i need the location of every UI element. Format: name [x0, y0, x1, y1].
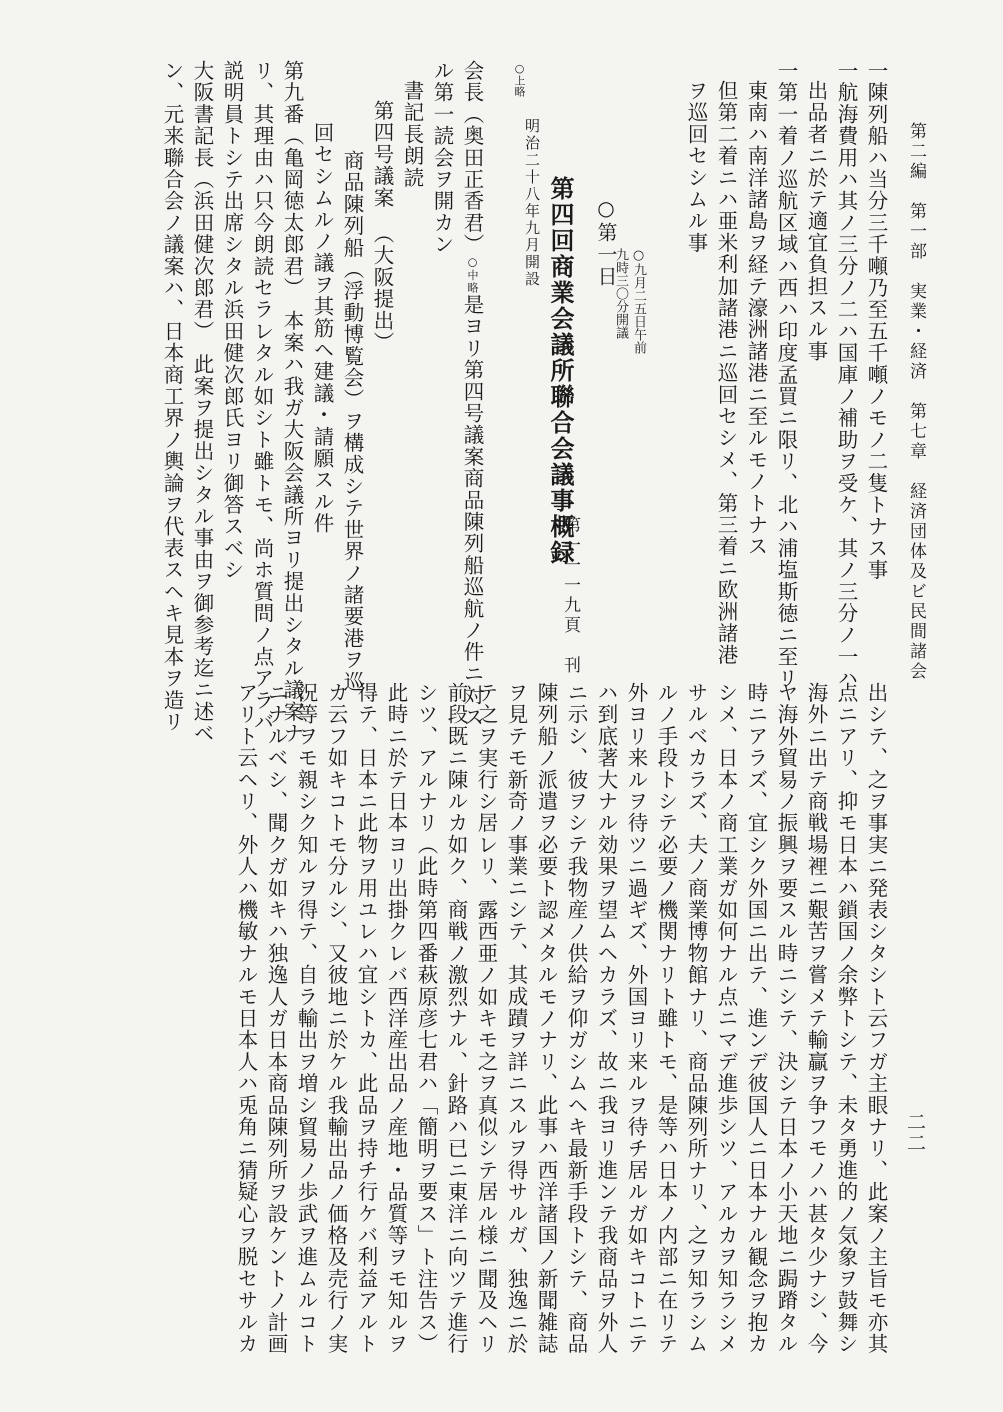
- text-line: ン、元来聯合会ノ議案ハ、日本商工界ノ輿論ヲ代表スヘキ見本ヲ造リ: [160, 60, 184, 733]
- text-line: 一航海費用ハ其ノ三分ノ二ハ国庫ノ補助ヲ受ケ、其ノ三分ノ一ハ: [834, 60, 858, 690]
- text-line: 一第一着ノ巡航区域ハ西ハ印度孟買ニ限リ、北ハ浦塩斯徳ニ至リ: [774, 60, 798, 690]
- text-line: 海外ニ出テ商戦場裡ニ艱苦ヲ嘗メテ輸贏ヲ争フモノハ甚タ少ナシ、今: [804, 682, 828, 1355]
- text-line: サルベカラズ、夫ノ商業博物館ナリ、商品陳列所ナリ、之ヲ知ラシム: [684, 682, 708, 1355]
- text-line: ハ到底著大ナル効果ヲ望ムヘカラズ、故ニ我ヨリ進ンテ我商品ヲ外人: [594, 682, 618, 1355]
- day-time: [611, 248, 647, 354]
- source-reference: 第一一一九頁 刊: [560, 516, 580, 676]
- text-line: [457, 60, 487, 728]
- bill-description: （浮動博覧会）ヲ構成シテ世界ノ諸要港ヲ巡: [340, 258, 364, 693]
- text-line: 説明員トシテ出席シタル浜田健次郎氏ヨリ御答スベシ: [220, 60, 244, 581]
- text-line: 此時ニ於テ日本ヨリ出掛クレバ西洋産出品ノ産地・品質等ヲモ知ルヲ: [384, 682, 408, 1355]
- text-line: 書記長朗読: [400, 80, 424, 189]
- meeting-date: 明治二十八年九月開設: [523, 118, 541, 288]
- running-header: 第二編 第一部 実業・経済 第七章 経済団体及ビ民間諸会: [906, 122, 926, 682]
- text-line: [367, 60, 397, 710]
- text-line: ニ示シ、彼ヲシテ我物産ノ供給ヲ仰ガシムヘキ最新手段トシテ、商品: [564, 682, 588, 1355]
- text-line: カ云フ如キコトモ分ルシ、又彼地ニ於ケル我輸出品ノ価格及売行ノ実: [324, 682, 348, 1355]
- speaker-chairman: 会長（奥田正香君）: [460, 60, 484, 256]
- page-number: 二二: [904, 1112, 926, 1154]
- day-label: ○第一日: [594, 196, 618, 288]
- text-line: 外ヨリ来ルヲ待ツニ過ギズ、外国ヨリ来ルヲ待チ居ルガ如キコトニテ: [624, 682, 648, 1355]
- text-line: ニナルベシ、聞クガ如キハ独逸人ガ日本商品陳列所ヲ設ケントノ計画: [264, 682, 288, 1355]
- meeting-title: 第四回商業会議所聯合会議事概録: [546, 176, 575, 566]
- text-line: 大阪書記長（浜田健次郎君） 此案ヲ提出シタル事由ヲ御参考迄ニ述ベ: [190, 60, 214, 745]
- text-line: 出品者ニ於テ適宜負担スル事: [804, 80, 828, 363]
- lower-block: [231, 682, 891, 1402]
- time-line: ○九月二五日午前: [631, 248, 646, 354]
- speech-text: 是ヨリ第四号議案商品陳列船巡航ノ件ニ対ス: [460, 293, 484, 728]
- text-line: 陳列船ノ派遣ヲ必要ト認メタルモノナリ、此事ハ西洋諸国ノ新聞雑誌: [534, 682, 558, 1355]
- text-line: 点ニアリ、抑モ日本ハ鎖国ノ余弊トシテ、未タ勇進的ノ気象ヲ鼓舞シ: [834, 682, 858, 1355]
- text-line: ヲ巡回セシムル事: [684, 80, 708, 254]
- text-line: 時ニアラズ、宜シク外国ニ出テ、進ンデ彼国人ニ日本ナル観念ヲ抱カ: [744, 682, 768, 1355]
- text-line: 第九番（亀岡徳太郎君） 本案ハ我ガ大阪会議所ヨリ提出シタル議案ナ: [280, 60, 304, 745]
- text-line: ルノ手段トシテ必要ノ機関ナリト雖トモ、是等ハ日本ノ内部ニ在リテ: [654, 682, 678, 1355]
- omission-note-mid: ○中略: [466, 255, 479, 294]
- text-line: 東南ハ南洋諸島ヲ経テ濠洲諸港ニ至ルモノトナス: [744, 80, 768, 558]
- text-line: 一陳列船ハ当分三千噸乃至五千噸ノモノ二隻トナス事: [864, 60, 888, 581]
- time-line: 九時三〇分開議: [613, 248, 628, 339]
- text-line: リ、其理由ハ只今朗読セラレタル如シト雖トモ、尚ホ質問ノ点アラバ: [250, 60, 274, 733]
- text-line: [337, 60, 367, 710]
- text-line: 但第二着ニハ亜米利加諸港ニ巡回セシメ、第三着ニ欧洲諸港: [714, 80, 738, 666]
- text-line: 況等ヲモ親シク知ルヲ得テ、自ラ輸出ヲ増シ貿易ノ歩武ヲ進ムルコト: [294, 682, 318, 1355]
- text-line: アリト云ヘリ、外人ハ機敏ナルモ日本人ハ兎角ニ猜疑心ヲ脱セサルカ: [234, 682, 258, 1355]
- text-line: 出シテ、之ヲ事実ニ発表シタシト云フガ主眼ナリ、此案ノ主旨モ亦其: [864, 682, 888, 1355]
- text-line: ヲ見テモ新奇ノ事業ニシテ、其成蹟ヲ詳ニスルヲ得サルガ、独逸ニ於: [504, 682, 528, 1355]
- bill-subject: 商品陳列船: [340, 150, 364, 259]
- upper-right-block: [681, 60, 891, 710]
- bill-number: 第四号議案: [370, 100, 394, 209]
- text-line: 前段既ニ陳ルカ如ク、商戦ノ激烈ナル、針路ハ已ニ東洋ニ向ツテ進行: [444, 682, 468, 1355]
- text-line: ル第一読会ヲ開カン: [430, 60, 454, 256]
- upper-left-block: [157, 60, 487, 745]
- bill-origin: （大阪提出）: [370, 222, 394, 353]
- text-line: シツ、アルナリ（此時第四番萩原彦七君ハ「簡明ヲ要ス」ト注告ス）: [414, 682, 438, 1355]
- text-line: 回セシムルノ議ヲ其筋ヘ建議・請願スル件: [310, 122, 334, 535]
- text-line: シメ、日本ノ商工業ガ如何ナル点ニマデ進歩シツ、アルカヲ知ラシメ: [714, 682, 738, 1355]
- text-line: テ之ヲ実行シ居レリ、露西亜ノ如キモ之ヲ真似シテ居ル様ニ聞及ヘリ: [474, 682, 498, 1355]
- omission-note: ○上略: [513, 62, 526, 97]
- text-line: 得テ、日本ニ此物ヲ用ユレハ宜シトカ、此品ヲ持チ行ケバ利益アルト: [354, 682, 378, 1355]
- text-line: ヤ海外貿易ノ振興ヲ要スル時ニシテ、決シテ日本ノ小天地ニ跼蹐タル: [774, 682, 798, 1355]
